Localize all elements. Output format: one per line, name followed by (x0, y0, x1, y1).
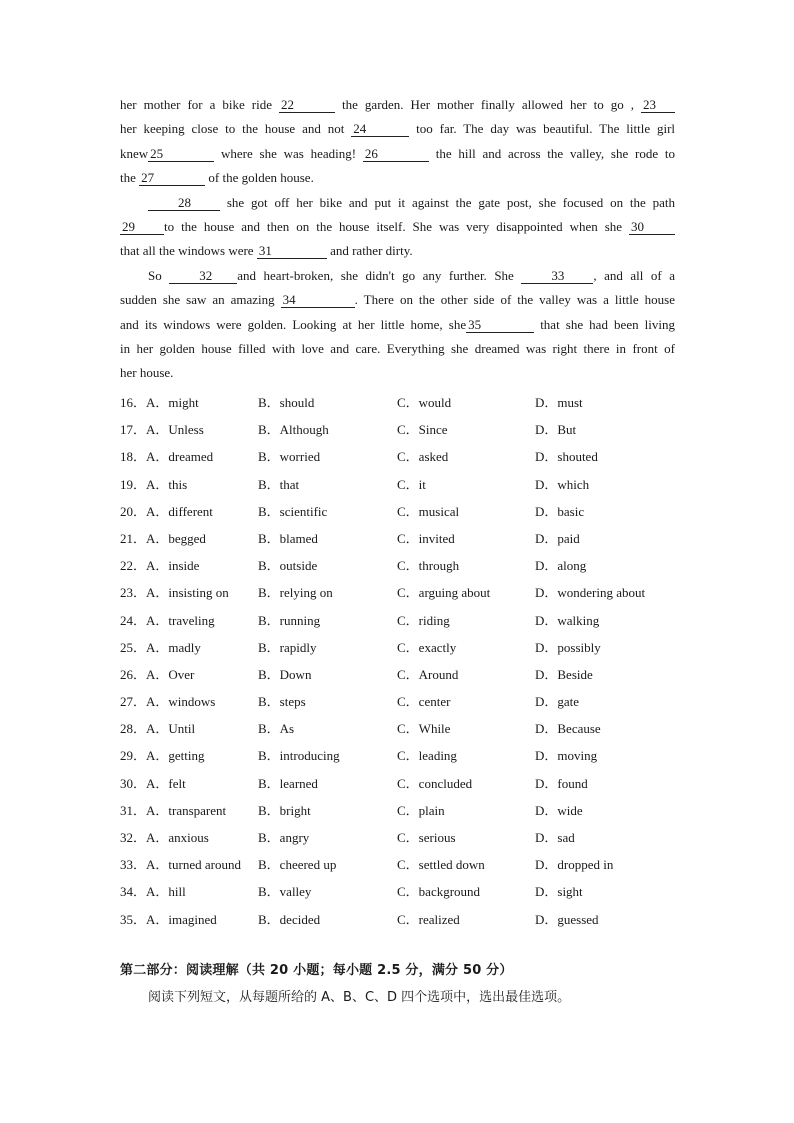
option-d: D．along (535, 558, 587, 574)
question-row (120, 416, 680, 443)
blank-34: 34 (281, 293, 355, 308)
passage-text: her keeping close to the house and not (120, 121, 345, 137)
option-d: D．gate (535, 694, 580, 710)
option-c: C．Around (397, 666, 459, 682)
option-b: B．scientific (258, 503, 328, 519)
option-b: B．valley (258, 884, 312, 900)
blank-24: 24 (351, 122, 409, 137)
option-a: 35．A．imagined (120, 911, 217, 927)
option-d: D．dropped in (535, 857, 614, 873)
question-row (120, 742, 680, 769)
option-d: D．possibly (535, 639, 601, 655)
option-a: 33．A．turned around (120, 857, 241, 873)
question-row (120, 770, 680, 797)
blank-23: 23 (641, 98, 675, 113)
blank-30: 30 (629, 220, 675, 235)
question-row (120, 525, 680, 552)
option-a: 30．A．felt (120, 775, 186, 791)
passage-text: of the golden house. (208, 170, 314, 186)
cloze-passage (120, 93, 675, 386)
passage-line (120, 264, 675, 288)
question-row (120, 471, 680, 498)
blank-26: 26 (363, 147, 429, 162)
option-c: C．plain (397, 802, 445, 818)
answer-options (120, 389, 680, 933)
option-c: C．riding (397, 612, 450, 628)
option-a: 16．A．might (120, 395, 199, 410)
passage-text: the (120, 170, 136, 186)
option-c: C．arguing about (397, 585, 491, 601)
option-a: 17．A．Unless (120, 422, 204, 438)
question-row (120, 607, 680, 634)
option-b: B．angry (258, 830, 310, 845)
question-row (120, 389, 680, 416)
passage-text: sudden she saw an amazing (120, 292, 275, 308)
option-b: B．As (258, 721, 295, 737)
option-c: C．invited (397, 530, 455, 546)
section-heading: 第二部分：阅读理解（共 20 小题；每小题 2.5 分，满分 50 分） (120, 963, 513, 978)
question-row (120, 878, 680, 905)
option-d: D．guessed (535, 911, 599, 927)
option-b: B．Although (258, 422, 329, 438)
passage-line (120, 215, 675, 239)
blank-28: 28 (148, 196, 220, 211)
option-a: 27．A．windows (120, 694, 216, 710)
option-c: C．While (397, 721, 451, 737)
question-row (120, 797, 680, 824)
option-b: B．decided (258, 911, 321, 927)
passage-line (120, 166, 675, 190)
passage-text: and heart-broken, she didn't go any further. She (237, 267, 514, 283)
passage-text: . There on the other side of the valley was a little house (354, 292, 675, 308)
question-row (120, 688, 680, 715)
option-a: 20．A．different (120, 503, 213, 519)
option-c: C．exactly (397, 639, 457, 655)
option-b: B．that (258, 476, 300, 492)
option-b: B．outside (258, 558, 318, 574)
option-a: 34．A．hill (120, 884, 186, 900)
option-b: B．rapidly (258, 639, 317, 655)
passage-line (120, 93, 675, 117)
question-row (120, 715, 680, 742)
passage-line (120, 142, 675, 166)
question-row (120, 443, 680, 470)
option-c: C．asked (397, 449, 449, 465)
blank-31: 31 (257, 244, 327, 259)
passage-text: the hill and across the valley, she rode to (435, 145, 676, 161)
option-a: 18．A．dreamed (120, 449, 214, 465)
option-d: D．shouted (535, 449, 598, 465)
section-instruction: 阅读下列短文，从每题所给的 A、B、C、D 四个选项中，选出最佳选项。 (148, 990, 571, 1005)
option-c: C．center (397, 694, 451, 710)
option-c: C．background (397, 884, 481, 900)
question-row (120, 661, 680, 688)
passage-line (120, 337, 675, 361)
option-b: B．blamed (258, 530, 318, 546)
option-b: B．should (258, 395, 315, 410)
blank-33: 33 (521, 269, 593, 284)
passage-text: So (148, 267, 162, 283)
option-d: D．But (535, 422, 577, 438)
passage-text: her house. (120, 365, 174, 381)
passage-text: in her golden house filled with love and care. Everything she dreamed was right there in front of (120, 341, 675, 357)
question-row (120, 498, 680, 525)
passage-line (120, 191, 675, 215)
option-d: D．found (535, 775, 588, 791)
passage-text: and its windows were golden. Looking at her little home, she (120, 316, 467, 332)
option-c: C．Since (397, 422, 448, 438)
option-c: C．realized (397, 911, 460, 927)
option-b: B．bright (258, 802, 311, 818)
blank-22: 22 (279, 98, 335, 113)
option-a: 28．A．Until (120, 721, 196, 737)
option-d: D．Because (535, 721, 601, 737)
option-a: 32．A．anxious (120, 830, 209, 845)
question-row (120, 579, 680, 606)
option-b: B．running (258, 612, 321, 628)
passage-text: too far. The day was beautiful. The little girl (416, 121, 676, 137)
option-a: 22．A．inside (120, 558, 200, 574)
passage-text: and rather dirty. (330, 243, 413, 259)
option-a: 25．A．madly (120, 639, 201, 655)
option-c: C．settled down (397, 857, 485, 873)
passage-text: that she had been living (540, 316, 676, 332)
question-row (120, 552, 680, 579)
blank-32: 32 (169, 269, 237, 284)
option-d: D．which (535, 476, 590, 492)
option-d: D．moving (535, 748, 598, 764)
question-row (120, 824, 680, 851)
option-b: B．steps (258, 694, 306, 710)
blank-27: 27 (139, 171, 205, 186)
passage-text: she got off her bike and put it against the gate post, she focused on the path (226, 194, 676, 210)
option-a: 26．A．Over (120, 666, 195, 682)
option-d: D．walking (535, 612, 600, 628)
passage-text: , and all of a (593, 267, 675, 283)
passage-text: her mother for a bike ride (120, 97, 272, 112)
option-d: D．wondering about (535, 585, 646, 601)
option-c: C．through (397, 558, 460, 574)
option-c: C．musical (397, 503, 460, 519)
passage-line (120, 239, 675, 263)
passage-text: the garden. Her mother finally allowed her to go , (342, 97, 634, 112)
option-b: B．worried (258, 449, 321, 465)
option-c: C．leading (397, 748, 457, 764)
passage-text: to the house and then on the house itself. She was very disappointed when she (164, 219, 623, 235)
option-d: D．sad (535, 830, 575, 845)
question-row (120, 634, 680, 661)
option-b: B．introducing (258, 748, 340, 764)
option-a: 24．A．traveling (120, 612, 215, 628)
passage-line (120, 361, 675, 385)
blank-35: 35 (466, 318, 534, 333)
option-c: C．serious (397, 830, 456, 845)
passage-text: that all the windows were (120, 243, 254, 259)
passage-line (120, 117, 675, 141)
question-row (120, 851, 680, 878)
passage-text: where she was heading! (220, 145, 357, 161)
option-c: C．would (397, 395, 452, 410)
option-d: D．wide (535, 802, 583, 818)
option-a: 23．A．insisting on (120, 585, 229, 601)
option-a: 19．A．this (120, 476, 188, 492)
option-c: C．it (397, 476, 426, 492)
option-d: D．Beside (535, 666, 593, 682)
option-d: D．paid (535, 530, 580, 546)
passage-line (120, 313, 675, 337)
passage-text: knew (120, 145, 149, 161)
blank-29: 29 (120, 220, 164, 235)
option-b: B．learned (258, 775, 318, 791)
option-a: 31．A．transparent (120, 802, 227, 818)
blank-25: 25 (148, 147, 214, 162)
option-a: 21．A．begged (120, 530, 206, 546)
option-b: B．Down (258, 666, 312, 682)
option-d: D．basic (535, 503, 585, 519)
option-a: 29．A．getting (120, 748, 205, 764)
option-d: D．must (535, 395, 583, 410)
option-b: B．cheered up (258, 857, 337, 873)
option-d: D．sight (535, 884, 583, 900)
option-b: B．relying on (258, 585, 333, 601)
option-c: C．concluded (397, 775, 473, 791)
passage-line (120, 288, 675, 312)
question-row (120, 906, 680, 933)
